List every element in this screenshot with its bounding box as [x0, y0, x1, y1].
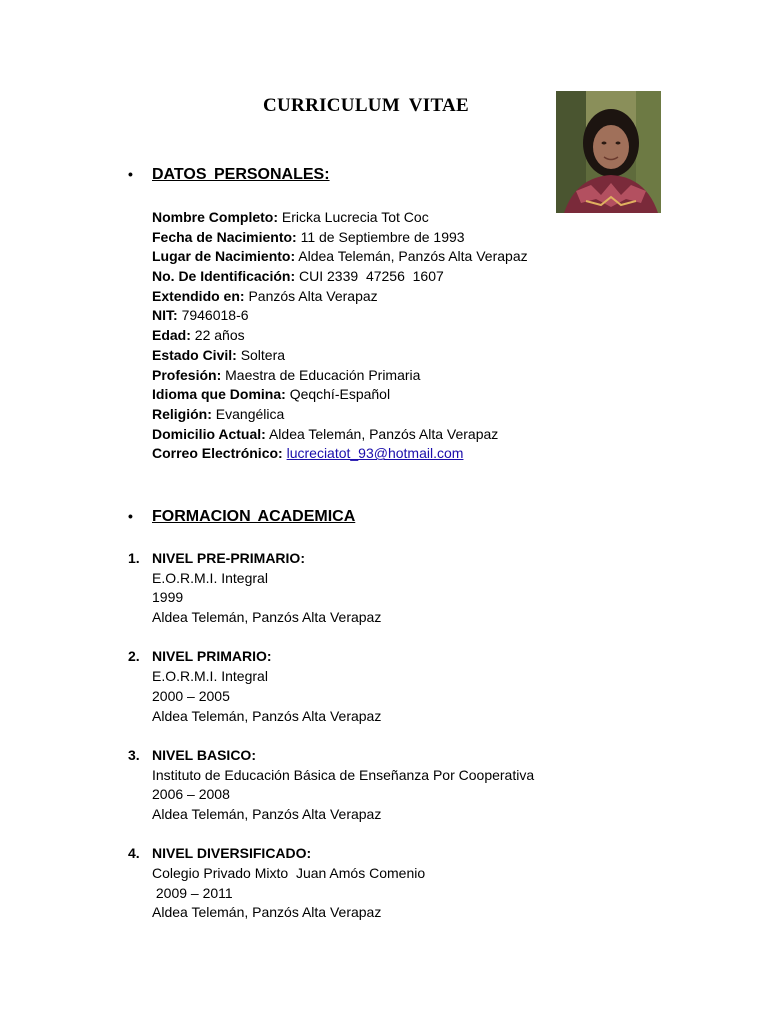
field-languages [152, 385, 528, 405]
field-label: Edad: [152, 327, 191, 344]
field-label: Domicilio Actual: [152, 425, 266, 442]
personal-data-heading-label: DATOS PERSONALES: [152, 166, 330, 183]
academic-levels-list [128, 549, 534, 943]
level-location: Aldea Telemán, Panzós Alta Verapaz [152, 609, 382, 626]
personal-data-heading [128, 166, 330, 184]
level-location: Aldea Telemán, Panzós Alta Verapaz [152, 707, 382, 724]
academic-heading-label: FORMACION ACADEMICA [152, 508, 356, 525]
field-value: Maestra de Educación Primaria [225, 366, 421, 383]
field-label: Fecha de Nacimiento: [152, 228, 297, 245]
field-age [152, 326, 528, 346]
level-title: NIVEL BASICO: [152, 746, 256, 763]
field-email [152, 444, 528, 464]
field-label: Profesión: [152, 366, 222, 383]
field-value: Ericka Lucrecia Tot Coc [281, 209, 429, 225]
field-nit [152, 306, 528, 326]
field-value: Evangélica [215, 405, 285, 422]
level-years: 2000 – 2005 [152, 687, 230, 704]
level-title: NIVEL PRE-PRIMARIO: [152, 550, 305, 566]
level-heading [128, 844, 534, 864]
field-label: Religión: [152, 405, 212, 422]
field-value: 11 de Septiembre de 1993 [300, 228, 465, 245]
level-location: Aldea Telemán, Panzós Alta Verapaz [152, 904, 382, 921]
field-profession [152, 366, 528, 386]
field-value: CUI 2339 47256 1607 [299, 268, 444, 285]
level-years: 2006 – 2008 [152, 786, 230, 803]
level-number: 4. [128, 845, 140, 862]
level-years: 2009 – 2011 [152, 884, 233, 901]
level-item [128, 647, 534, 726]
field-value: Qeqchí-Español [289, 386, 391, 403]
field-value: 22 años [194, 327, 245, 344]
level-title: NIVEL PRIMARIO: [152, 648, 272, 665]
level-heading [128, 549, 534, 569]
field-religion [152, 405, 528, 425]
level-number: 1. [128, 550, 140, 566]
field-issued-in [152, 287, 528, 307]
field-value: 7946018-6 [181, 307, 249, 324]
field-label: Lugar de Nacimiento: [152, 248, 296, 265]
level-number: 2. [128, 648, 140, 665]
level-school: Colegio Privado Mixto Juan Amós Comenio [152, 865, 426, 881]
bullet-icon: • [128, 508, 133, 524]
level-item [128, 746, 534, 825]
level-school: E.O.R.M.I. Integral [152, 569, 268, 586]
field-value: Aldea Telemán, Panzós Alta Verapaz [298, 248, 528, 265]
field-marital-status [152, 346, 528, 366]
document-title: CURRICULUM VITAE [263, 95, 470, 116]
academic-heading [128, 508, 355, 526]
level-heading [128, 746, 534, 766]
field-label: Extendido en: [152, 287, 245, 304]
level-heading [128, 647, 534, 667]
field-value: Soltera [240, 346, 286, 363]
level-item [128, 549, 534, 628]
level-school: E.O.R.M.I. Integral [152, 668, 268, 685]
field-label: Estado Civil: [152, 346, 237, 363]
field-birth-place [152, 247, 528, 267]
level-location: Aldea Telemán, Panzós Alta Verapaz [152, 805, 382, 822]
email-link[interactable]: lucreciatot_93@hotmail.com [286, 445, 464, 462]
field-label: Correo Electrónico: [152, 445, 283, 462]
field-label: No. De Identificación: [152, 268, 296, 285]
field-label: Idioma que Domina: [152, 386, 286, 403]
field-full-name [152, 208, 528, 228]
field-id-number [152, 267, 528, 287]
personal-data-list [152, 208, 528, 464]
level-title: NIVEL DIVERSIFICADO: [152, 845, 312, 862]
profile-photo [556, 91, 661, 213]
level-number: 3. [128, 746, 140, 763]
level-years: 1999 [152, 589, 184, 606]
field-label: NIT: [152, 307, 178, 324]
level-item [128, 844, 534, 923]
field-label: Nombre Completo: [152, 209, 278, 225]
field-value: Panzós Alta Verapaz [248, 287, 378, 304]
bullet-icon: • [128, 166, 133, 182]
field-address [152, 425, 528, 445]
field-birth-date [152, 228, 528, 248]
level-school: Instituto de Educación Básica de Enseñanza Por Cooperativa [152, 766, 535, 783]
profile-photo-image [556, 91, 661, 213]
field-value: Aldea Telemán, Panzós Alta Verapaz [268, 425, 499, 442]
